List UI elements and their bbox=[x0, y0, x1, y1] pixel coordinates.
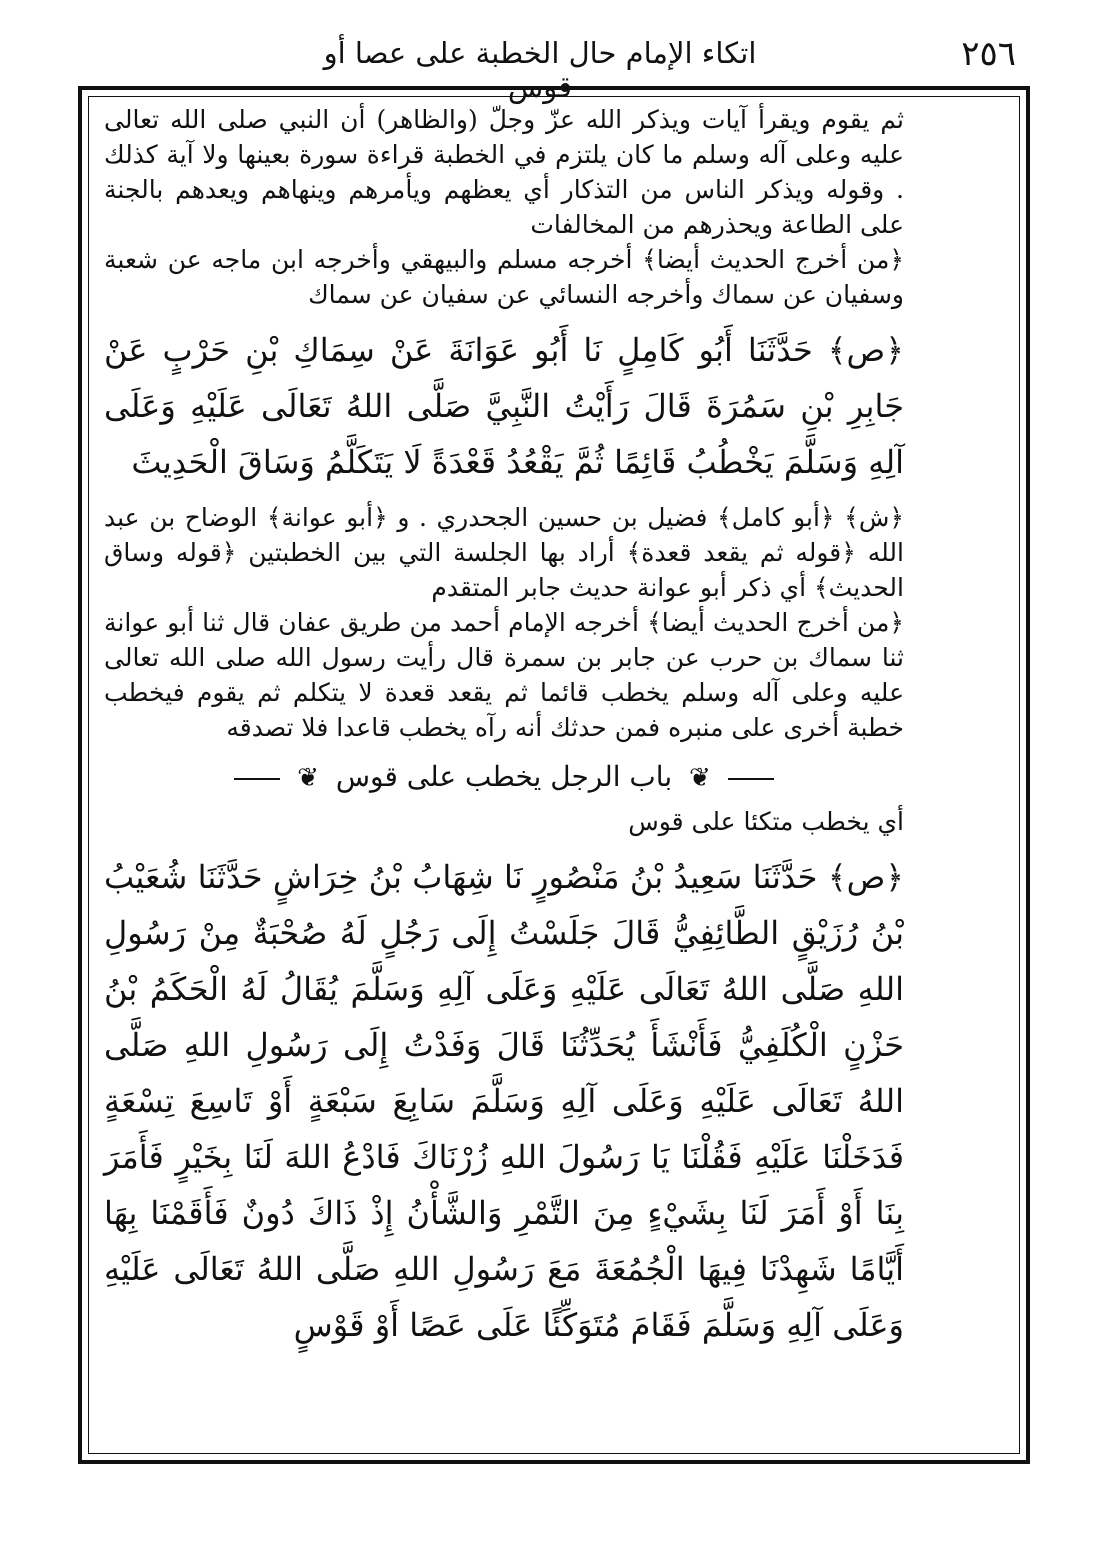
commentary-paragraph: ثم يقوم ويقرأ آيات ويذكر الله عزّ وجلّ (والظاهر) أن النبي صلى الله تعالى عليه وعلى آله وسلم ما كان يلتزم في الخطبة قراءة سورة بعينها ولا آية كذلك . وقوله ويذكر الناس من التذكار أي يعظهم ويأمرهم وينهاهم ويعدهم بالجنة على الطاعة ويحذرهم من المخالفات bbox=[104, 105, 904, 239]
chapter-note: أي يخطب متكئا على قوس bbox=[628, 807, 904, 836]
ornament-icon: ❦ bbox=[297, 763, 319, 793]
page-number: ٢٥٦ bbox=[961, 34, 1016, 74]
page-header bbox=[80, 22, 1030, 104]
chapter-heading bbox=[104, 751, 904, 804]
commentary-paragraph: ﴿ش﴾ ﴿أبو كامل﴾ فضيل بن حسين الجحدري . و ﴿أبو عوانة﴾ الوضاح بن عبد الله ﴿قوله ثم يقعد قعدة﴾ أراد بها الجلسة التي بين الخطبتين ﴿قوله وساق الحديث﴾ أي ذكر أبو عوانة حديث جابر المتقدم bbox=[104, 503, 904, 602]
heading-rule bbox=[728, 778, 774, 780]
takhrij-paragraph: ﴿من أخرج الحديث أيضا﴾ أخرجه الإمام أحمد من طريق عفان قال ثنا أبو عوانة ثنا سماك بن حرب عن جابر بن سمرة قال رأيت رسول الله صلى الله تعالى عليه وعلى آله وسلم يخطب قائما ثم يقعد قعدة لا يتكلم ثم يقوم فيخطب خطبة أخرى على منبره فمن حدثك أنه رآه يخطب قاعدا فلا تصدقه bbox=[104, 608, 904, 742]
page-body bbox=[104, 102, 904, 1363]
hadith-text: ﴿ص﴾ حَدَّثَنَا سَعِيدُ بْنُ مَنْصُورٍ نَا شِهَابُ بْنُ خِرَاشٍ حَدَّثَنَا شُعَيْبُ بْنُ رُزَيْقٍ الطَّائِفِيُّ قَالَ جَلَسْتُ إِلَى رَجُلٍ لَهُ صُحْبَةٌ مِنْ رَسُولِ اللهِ صَلَّى اللهُ تَعَالَى عَلَيْهِ وَعَلَى آلِهِ وَسَلَّمَ يُقَالُ لَهُ الْحَكَمُ بْنُ حَزْنٍ الْكُلَفِيُّ فَأَنْشَأَ يُحَدِّثُنَا قَالَ وَفَدْتُ إِلَى رَسُولِ اللهِ صَلَّى اللهُ تَعَالَى عَلَيْهِ وَعَلَى آلِهِ وَسَلَّمَ سَابِعَ سَبْعَةٍ أَوْ تَاسِعَ تِسْعَةٍ فَدَخَلْنَا عَلَيْهِ فَقُلْنَا يَا رَسُولَ اللهِ زُرْنَاكَ فَادْعُ اللهَ لَنَا بِخَيْرٍ فَأَمَرَ بِنَا أَوْ أَمَرَ لَنَا بِشَيْءٍ مِنَ التَّمْرِ وَالشَّأْنُ إِذْ ذَاكَ دُونٌ فَأَقَمْنَا بِهَا أَيَّامًا شَهِدْنَا فِيهَا الْجُمُعَةَ مَعَ رَسُولِ اللهِ صَلَّى اللهُ تَعَالَى عَلَيْهِ وَعَلَى آلِهِ وَسَلَّمَ فَقَامَ مُتَوَكِّئًا عَلَى عَصًا أَوْ قَوْسٍ bbox=[104, 858, 905, 1344]
heading-rule bbox=[234, 778, 280, 780]
hadith-text: ﴿ص﴾ حَدَّثَنَا أَبُو كَامِلٍ نَا أَبُو عَوَانَةَ عَنْ سِمَاكِ بْنِ حَرْبٍ عَنْ جَابِرِ بْنِ سَمُرَةَ قَالَ رَأَيْتُ النَّبِيَّ صَلَّى اللهُ تَعَالَى عَلَيْهِ وَعَلَى آلِهِ وَسَلَّمَ يَخْطُبُ قَائِمًا ثُمَّ يَقْعُدُ قَعْدَةً لَا يَتَكَلَّمُ وَسَاقَ الْحَدِيثَ bbox=[104, 331, 904, 481]
takhrij-paragraph: ﴿من أخرج الحديث أيضا﴾ أخرجه مسلم والبيهقي وأخرجه ابن ماجه عن شعبة وسفيان عن سماك وأخرجه النسائي عن سفيان عن سماك bbox=[104, 245, 904, 309]
ornament-icon: ❦ bbox=[689, 763, 711, 793]
running-title: اتكاء الإمام حال الخطبة على عصا أو قوس bbox=[323, 36, 757, 104]
chapter-title: باب الرجل يخطب على قوس bbox=[335, 760, 673, 793]
